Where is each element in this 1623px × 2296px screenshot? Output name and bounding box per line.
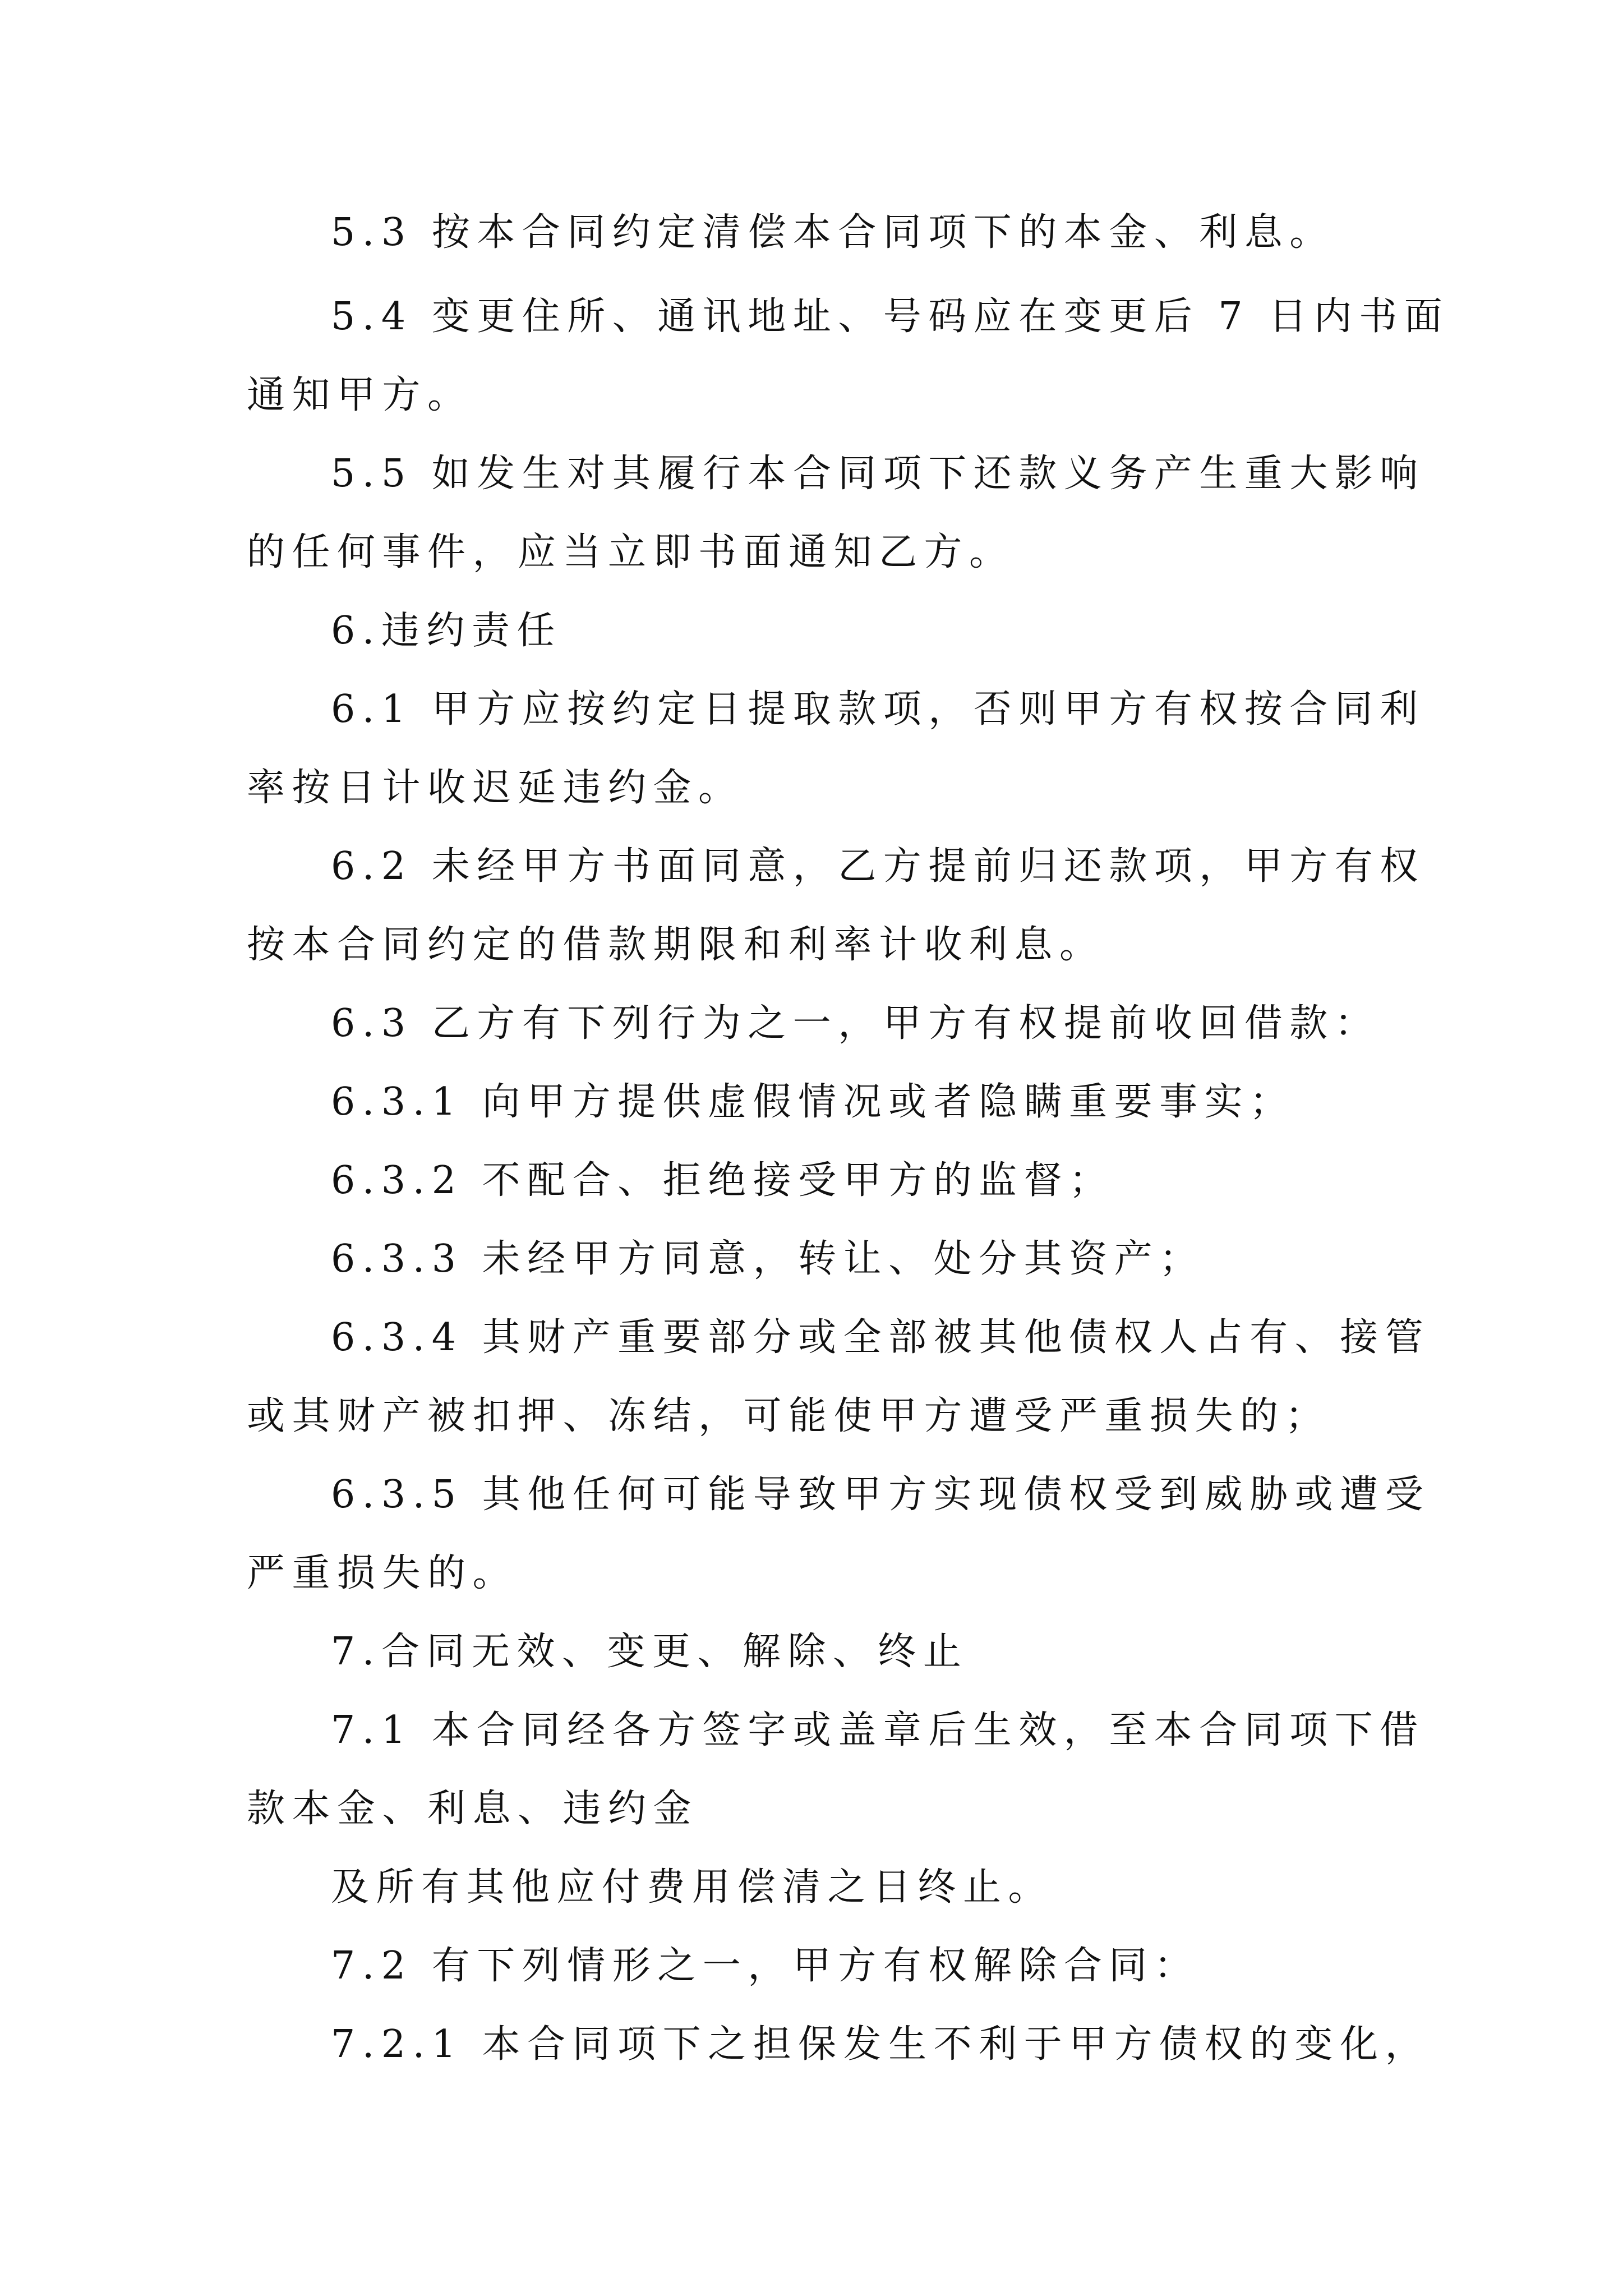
- text-line: 5.5 如发生对其履行本合同项下还款义务产生重大影响: [331, 452, 1425, 496]
- text-line: 7.1 本合同经各方签字或盖章后生效，至本合同项下借: [331, 1708, 1425, 1752]
- text-line: 率按日计收迟延违约金。: [247, 766, 744, 810]
- text-line: 5.3 按本合同约定清偿本合同项下的本金、利息。: [331, 210, 1335, 255]
- text-line: 6.3.2 不配合、拒绝接受甲方的监督；: [331, 1158, 1114, 1203]
- text-line: 6.违约责任: [331, 609, 562, 653]
- text-line: 款本金、利息、违约金: [247, 1787, 699, 1831]
- text-line: 及所有其他应付费用偿清之日终止。: [331, 1865, 1054, 1910]
- text-line: 严重损失的。: [247, 1551, 518, 1595]
- text-line: 或其财产被扣押、冻结，可能使甲方遭受严重损失的；: [247, 1394, 1331, 1438]
- text-line: 7.2 有下列情形之一，甲方有权解除合同：: [331, 1944, 1200, 1988]
- text-line: 通知甲方。: [247, 373, 473, 417]
- text-line: 6.3.4 其财产重要部分或全部被其他债权人占有、接管: [331, 1315, 1431, 1360]
- text-line: 7.合同无效、变更、解除、终止: [331, 1630, 969, 1674]
- text-line: 6.3.1 向甲方提供虚假情况或者隐瞒重要事实；: [331, 1080, 1295, 1124]
- text-line: 6.1 甲方应按约定日提取款项，否则甲方有权按合同利: [331, 687, 1425, 731]
- text-line: 7.2.1 本合同项下之担保发生不利于甲方债权的变化，: [331, 2022, 1431, 2067]
- text-line: 6.3.5 其他任何可能导致甲方实现债权受到威胁或遭受: [331, 1473, 1431, 1517]
- text-line: 6.2 未经甲方书面同意，乙方提前归还款项，甲方有权: [331, 844, 1425, 889]
- text-line: 的任何事件，应当立即书面通知乙方。: [247, 530, 1015, 574]
- text-line: 6.3.3 未经甲方同意，转让、处分其资产；: [331, 1237, 1205, 1281]
- text-line: 按本合同约定的借款期限和利率计收利息。: [247, 923, 1105, 967]
- text-line: 5.4 变更住所、通讯地址、号码应在变更后 7 日内书面: [331, 295, 1450, 339]
- text-line: 6.3 乙方有下列行为之一，甲方有权提前收回借款：: [331, 1001, 1380, 1046]
